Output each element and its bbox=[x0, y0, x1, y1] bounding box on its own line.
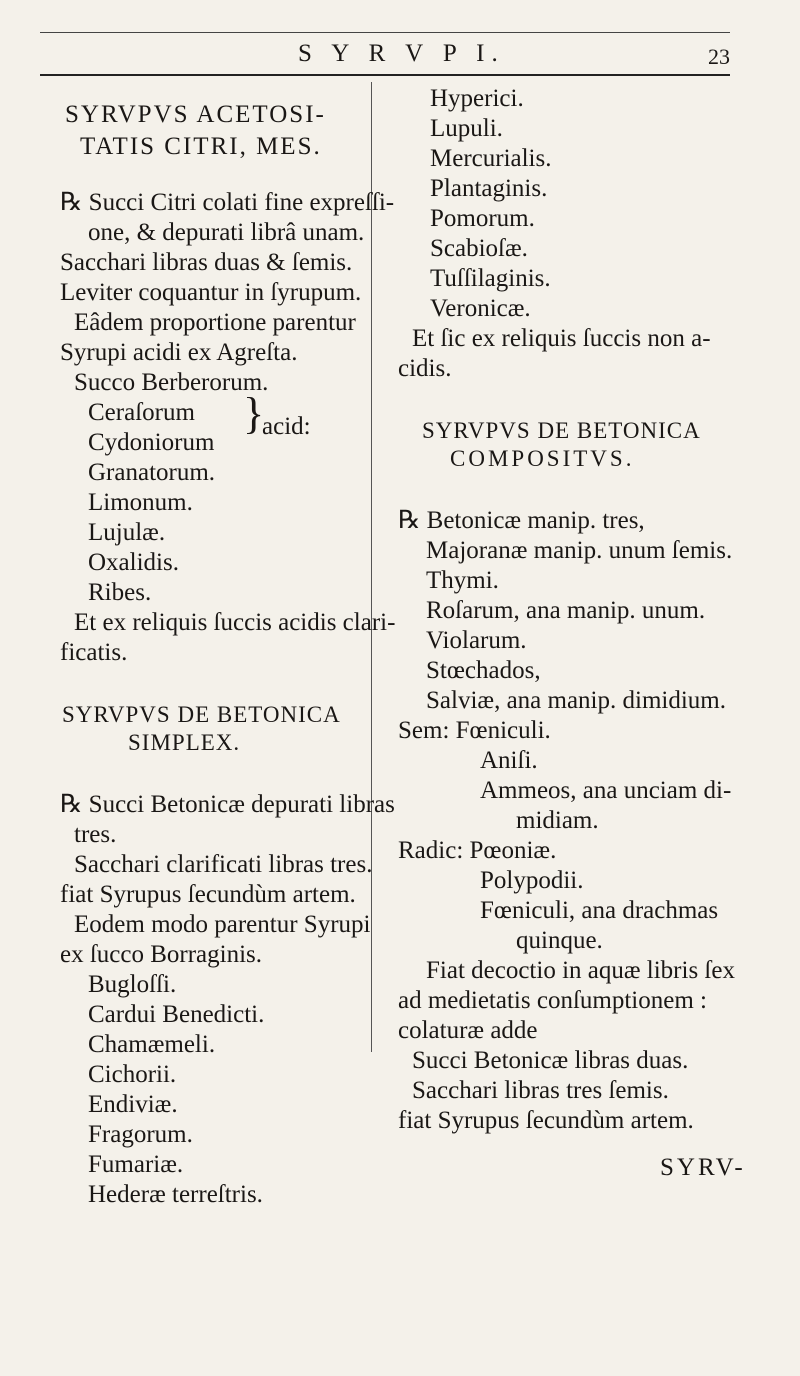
list-item: Fragorum. bbox=[88, 1121, 193, 1148]
list-item: Fumariæ. bbox=[88, 1151, 184, 1178]
list-item: Cichorii. bbox=[88, 1061, 177, 1088]
list-item: Tuſſilaginis. bbox=[430, 265, 551, 292]
section-title: SYRVPVS ACETOSI- bbox=[65, 101, 326, 128]
list-item: Mercurialis. bbox=[430, 145, 552, 172]
text-line: Salviæ, ana manip. dimidium. bbox=[426, 687, 726, 714]
text-line: ad medietatis conſumptionem : bbox=[398, 987, 707, 1014]
text-line: Succi Betonicæ libras duas. bbox=[412, 1047, 689, 1074]
text-line: quinque. bbox=[516, 927, 603, 954]
list-item: Cardui Benedicti. bbox=[88, 1001, 265, 1028]
text-line: ℞ Betonicæ manip. tres, bbox=[398, 507, 645, 534]
text-line: Et ſic ex reliquis ſuccis non a- bbox=[412, 325, 711, 352]
list-item: Limonum. bbox=[88, 489, 193, 516]
section-title: TATIS CITRI, MES. bbox=[80, 133, 322, 160]
text-line: fiat Syrupus ſecundùm artem. bbox=[398, 1107, 694, 1134]
section-title: COMPOSITVS. bbox=[450, 446, 635, 471]
list-item: Endiviæ. bbox=[88, 1091, 178, 1118]
list-item: Chamæmeli. bbox=[88, 1031, 216, 1058]
section-title: SIMPLEX. bbox=[128, 730, 241, 755]
list-item: Lujulæ. bbox=[88, 519, 166, 546]
list-item: Bugloſſi. bbox=[88, 971, 177, 998]
list-item: Lupuli. bbox=[430, 115, 503, 142]
list-item: Ceraſorum bbox=[88, 399, 195, 426]
text-line: Succo Berberorum. bbox=[74, 369, 269, 396]
text-line: ex ſucco Borraginis. bbox=[60, 941, 263, 968]
text-line: Syrupi acidi ex Agreſta. bbox=[60, 339, 298, 366]
brace-label: acid: bbox=[262, 413, 311, 440]
text-line: Roſarum, ana manip. unum. bbox=[426, 597, 706, 624]
column-divider bbox=[371, 82, 372, 1052]
text-line: Sacchari libras tres ſemis. bbox=[412, 1077, 669, 1104]
text-line: Polypodii. bbox=[480, 867, 584, 894]
text-line: cidis. bbox=[398, 355, 452, 382]
list-item: Veronicæ. bbox=[430, 295, 531, 322]
text-line: Violarum. bbox=[426, 627, 527, 654]
catchword: SYRV- bbox=[660, 1154, 746, 1181]
text-line: Ammeos, ana unciam di- bbox=[480, 777, 732, 804]
text-line: Et ex reliquis ſuccis acidis clari- bbox=[74, 609, 396, 636]
text-line: one, & depurati librâ unam. bbox=[88, 219, 365, 246]
text-line: Fiat decoctio in aquæ libris ſex bbox=[426, 957, 735, 984]
list-item: Granatorum. bbox=[88, 459, 216, 486]
brace-icon: } bbox=[243, 389, 265, 438]
list-item: Hederæ terreſtris. bbox=[88, 1181, 263, 1208]
text-line: Eodem modo parentur Syrupi bbox=[74, 911, 371, 938]
header-rule bbox=[40, 32, 730, 33]
list-item: Cydoniorum bbox=[88, 429, 215, 456]
text-line: Sem: Fœniculi. bbox=[398, 717, 551, 744]
page-number: 23 bbox=[708, 44, 730, 69]
page-header bbox=[40, 40, 730, 76]
text-line: Sacchari clarificati libras tres. bbox=[74, 851, 373, 878]
text-line: ℞ Succi Citri colati fine expreſſi- bbox=[60, 189, 395, 216]
text-line: Majoranæ manip. unum ſemis. bbox=[426, 537, 733, 564]
list-item: Ribes. bbox=[88, 579, 152, 606]
list-item: Scabioſæ. bbox=[430, 235, 528, 262]
text-line: colaturæ adde bbox=[398, 1017, 538, 1044]
text-line: Fœniculi, ana drachmas bbox=[480, 897, 719, 924]
text-line: Eâdem proportione parentur bbox=[74, 309, 356, 336]
text-line: midiam. bbox=[516, 807, 599, 834]
section-title: SYRVPVS DE BETONICA bbox=[62, 702, 341, 727]
text-line: Leviter coquantur in ſyrupum. bbox=[60, 279, 362, 306]
text-line: Stœchados, bbox=[426, 657, 541, 684]
text-line: Thymi. bbox=[426, 567, 499, 594]
text-line: fiat Syrupus ſecundùm artem. bbox=[60, 881, 356, 908]
list-item: Oxalidis. bbox=[88, 549, 179, 576]
text-line: Aniſi. bbox=[480, 747, 538, 774]
list-item: Pomorum. bbox=[430, 205, 535, 232]
running-title: S Y R V P I. bbox=[298, 40, 505, 67]
list-item: Hyperici. bbox=[430, 85, 524, 112]
text-line: Sacchari libras duas & ſemis. bbox=[60, 249, 353, 276]
text-line: tres. bbox=[74, 821, 117, 848]
list-item: Plantaginis. bbox=[430, 175, 548, 202]
section-title: SYRVPVS DE BETONICA bbox=[422, 418, 701, 443]
text-line: ℞ Succi Betonicæ depurati libras bbox=[60, 791, 395, 818]
text-line: ficatis. bbox=[60, 639, 128, 666]
text-line: Radic: Pœoniæ. bbox=[398, 837, 557, 864]
